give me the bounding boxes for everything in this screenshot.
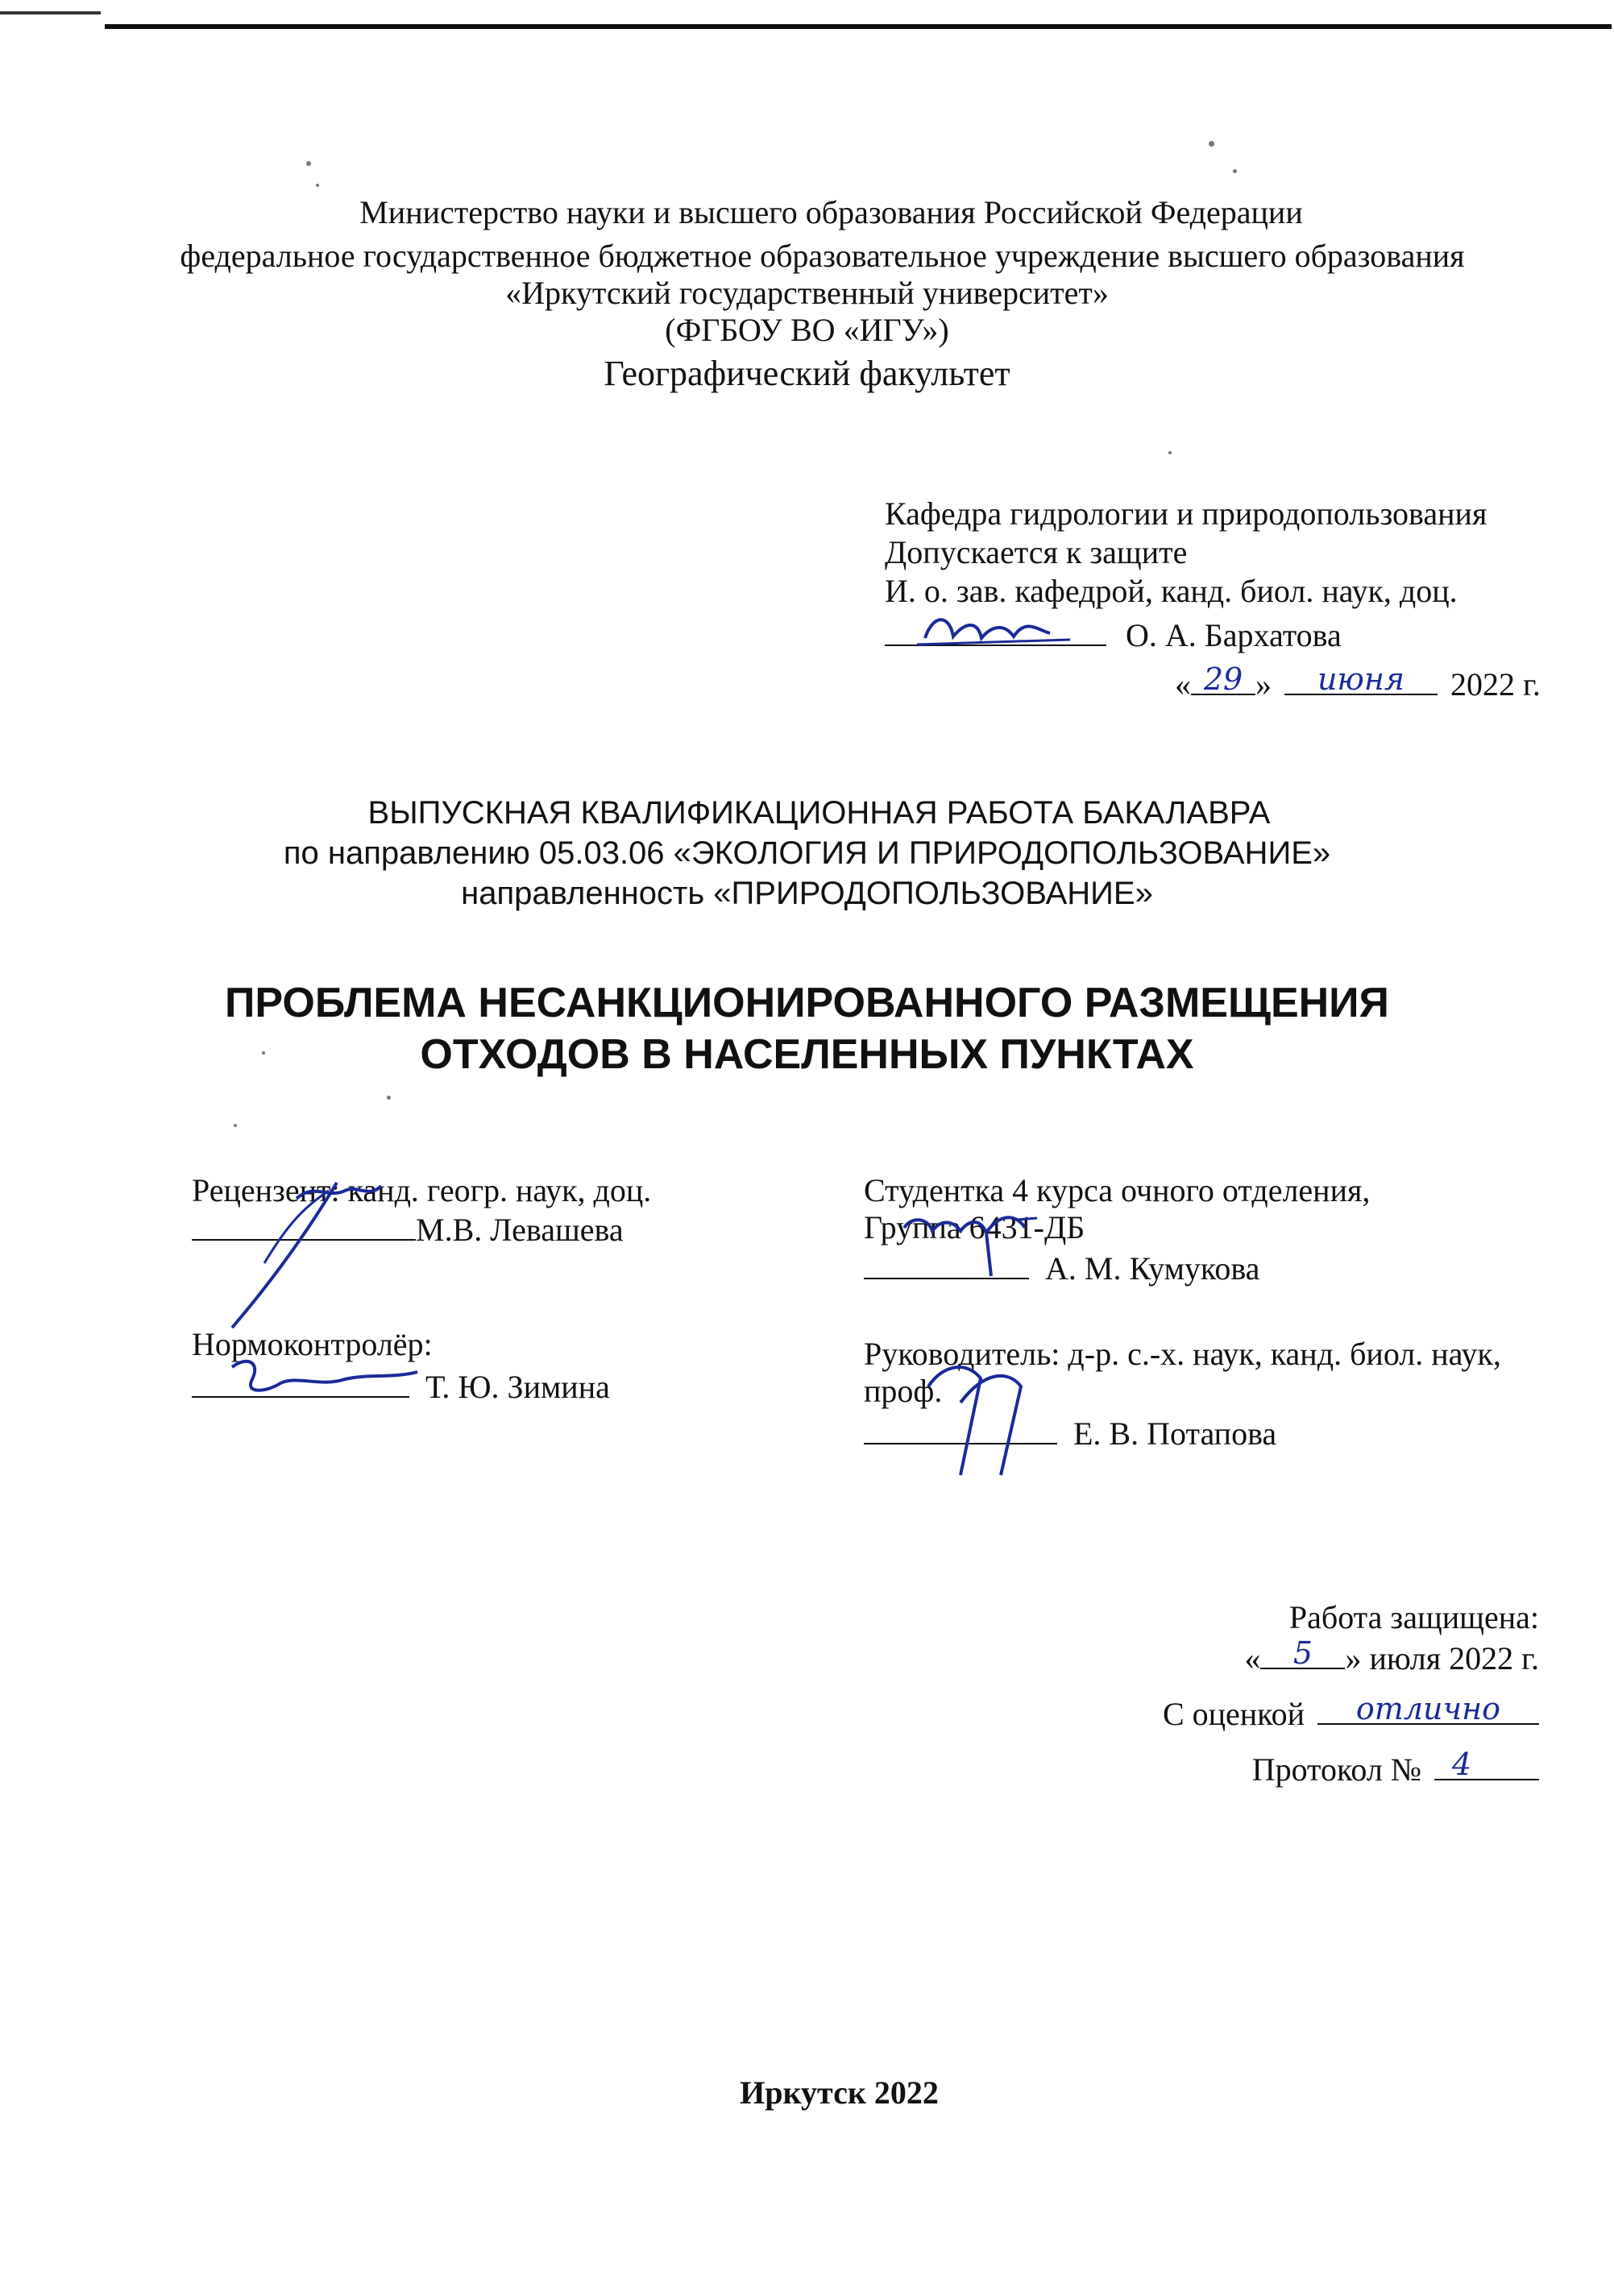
grade-handwritten: отлично [1355, 1691, 1501, 1726]
defense-date-open-quote: « [1244, 1640, 1261, 1676]
protocol-row [1128, 1747, 1539, 1791]
defense-day-handwritten: 5 [1292, 1635, 1313, 1671]
reviewer-signature-row [192, 1207, 651, 1251]
date-month-handwritten: июня [1317, 661, 1405, 697]
grade-row [1128, 1691, 1539, 1735]
normcontrol-signature-line [192, 1364, 409, 1398]
approval-block [885, 493, 1541, 706]
admitted-label: Допускается к защите [885, 534, 1188, 570]
supervisor-signature-row [864, 1411, 1501, 1455]
thesis-title-line-2: ОТХОДОВ В НАСЕЛЕННЫХ ПУНКТАХ [420, 1031, 1194, 1078]
faculty-line: Географический факультет [604, 354, 1010, 393]
student-signature-row [864, 1245, 1501, 1290]
date-day-handwritten: 29 [1203, 661, 1243, 697]
head-signature-row [885, 612, 1541, 657]
protocol-number-field [1434, 1747, 1539, 1780]
supervisor-label-line-2: проф. [864, 1373, 943, 1409]
top-border-rule [105, 24, 1612, 29]
reviewer-label: Рецензент: канд. геогр. наук, доц. [192, 1172, 652, 1208]
right-signature-column [864, 1170, 1501, 1455]
supervisor-label-line-1: Руководитель: д-р. с.-х. наук, канд. биол. наук, [864, 1336, 1501, 1372]
head-title: И. о. зав. кафедрой, канд. биол. наук, доц. [885, 573, 1458, 609]
institution-type-line: федеральное государственное бюджетное образовательное учреждение высшего образования [180, 238, 1465, 274]
thesis-title-line-1: ПРОБЛЕМА НЕСАНКЦИОНИРОВАННОГО РАЗМЕЩЕНИЯ [225, 980, 1389, 1026]
reviewer-signature-line [192, 1207, 416, 1241]
normcontrol-signature-row [192, 1364, 651, 1408]
scan-edge-mark [0, 11, 101, 15]
work-type: ВЫПУСКНАЯ КВАЛИФИКАЦИОННАЯ РАБОТА БАКАЛАВРА [367, 795, 1271, 831]
reviewer-signature [208, 1175, 385, 1336]
protocol-label: Протокол № [1251, 1751, 1421, 1788]
grade-field [1317, 1691, 1539, 1725]
student-label: Студентка 4 курса очного отделения, [864, 1172, 1371, 1208]
approval-date [885, 661, 1541, 706]
scan-speck [1168, 451, 1172, 454]
date-month-field [1284, 661, 1438, 695]
scan-speck [1209, 141, 1214, 147]
date-day-field [1191, 661, 1255, 695]
work-description [0, 792, 1614, 914]
defense-block [1128, 1597, 1539, 1791]
scan-speck [234, 1124, 237, 1127]
date-year: 2022 г. [1450, 666, 1541, 702]
footer [0, 2072, 1614, 2114]
scan-speck [387, 1096, 391, 1100]
work-focus: направленность «ПРИРОДОПОЛЬЗОВАНИЕ» [461, 876, 1153, 911]
normcontrol-signature [224, 1351, 434, 1407]
defense-date-rest: » июля 2022 г. [1345, 1640, 1539, 1676]
head-signature [917, 606, 1078, 654]
normcontrol-name: Т. Ю. Зимина [425, 1369, 610, 1405]
scan-speck [306, 161, 311, 166]
grade-label: С оценкой [1162, 1696, 1305, 1732]
student-signature-line [864, 1245, 1029, 1279]
normcontrol-label: Нормоконтролёр: [192, 1326, 433, 1362]
student-name: А. М. Кумукова [1045, 1250, 1260, 1287]
header [0, 192, 1614, 396]
student-group: Группа 6431-ДБ [864, 1209, 1085, 1245]
abbreviation-line: (ФГБОУ ВО «ИГУ») [665, 312, 949, 348]
head-signature-line [885, 612, 1106, 646]
left-signature-column [192, 1170, 651, 1408]
university-line: «Иркутский государственный университет» [505, 275, 1109, 311]
protocol-number-handwritten: 4 [1452, 1747, 1472, 1782]
department-name: Кафедра гидрологии и природопользования [885, 495, 1487, 532]
date-open-quote: « [1175, 666, 1191, 702]
thesis-title [0, 977, 1614, 1080]
head-name: О. А. Бархатова [1126, 617, 1342, 653]
supervisor-name: Е. В. Потапова [1073, 1415, 1277, 1452]
ministry-line: Министерство науки и высшего образования Российской Федерации [359, 194, 1303, 230]
city-year: Иркутск 2022 [740, 2074, 939, 2111]
scan-speck [316, 184, 319, 187]
defense-day-field [1260, 1635, 1345, 1669]
date-close-quote: » [1255, 666, 1272, 702]
defense-status: Работа защищена: [1288, 1599, 1539, 1635]
work-direction: по направлению 05.03.06 «ЭКОЛОГИЯ И ПРИРОДОПОЛЬЗОВАНИЕ» [283, 835, 1331, 871]
supervisor-signature [912, 1354, 1057, 1483]
scan-speck [1233, 169, 1237, 173]
student-signature [896, 1196, 1057, 1284]
reviewer-name: М.В. Левашева [416, 1212, 624, 1248]
defense-date [1128, 1635, 1539, 1680]
supervisor-signature-line [864, 1411, 1057, 1444]
